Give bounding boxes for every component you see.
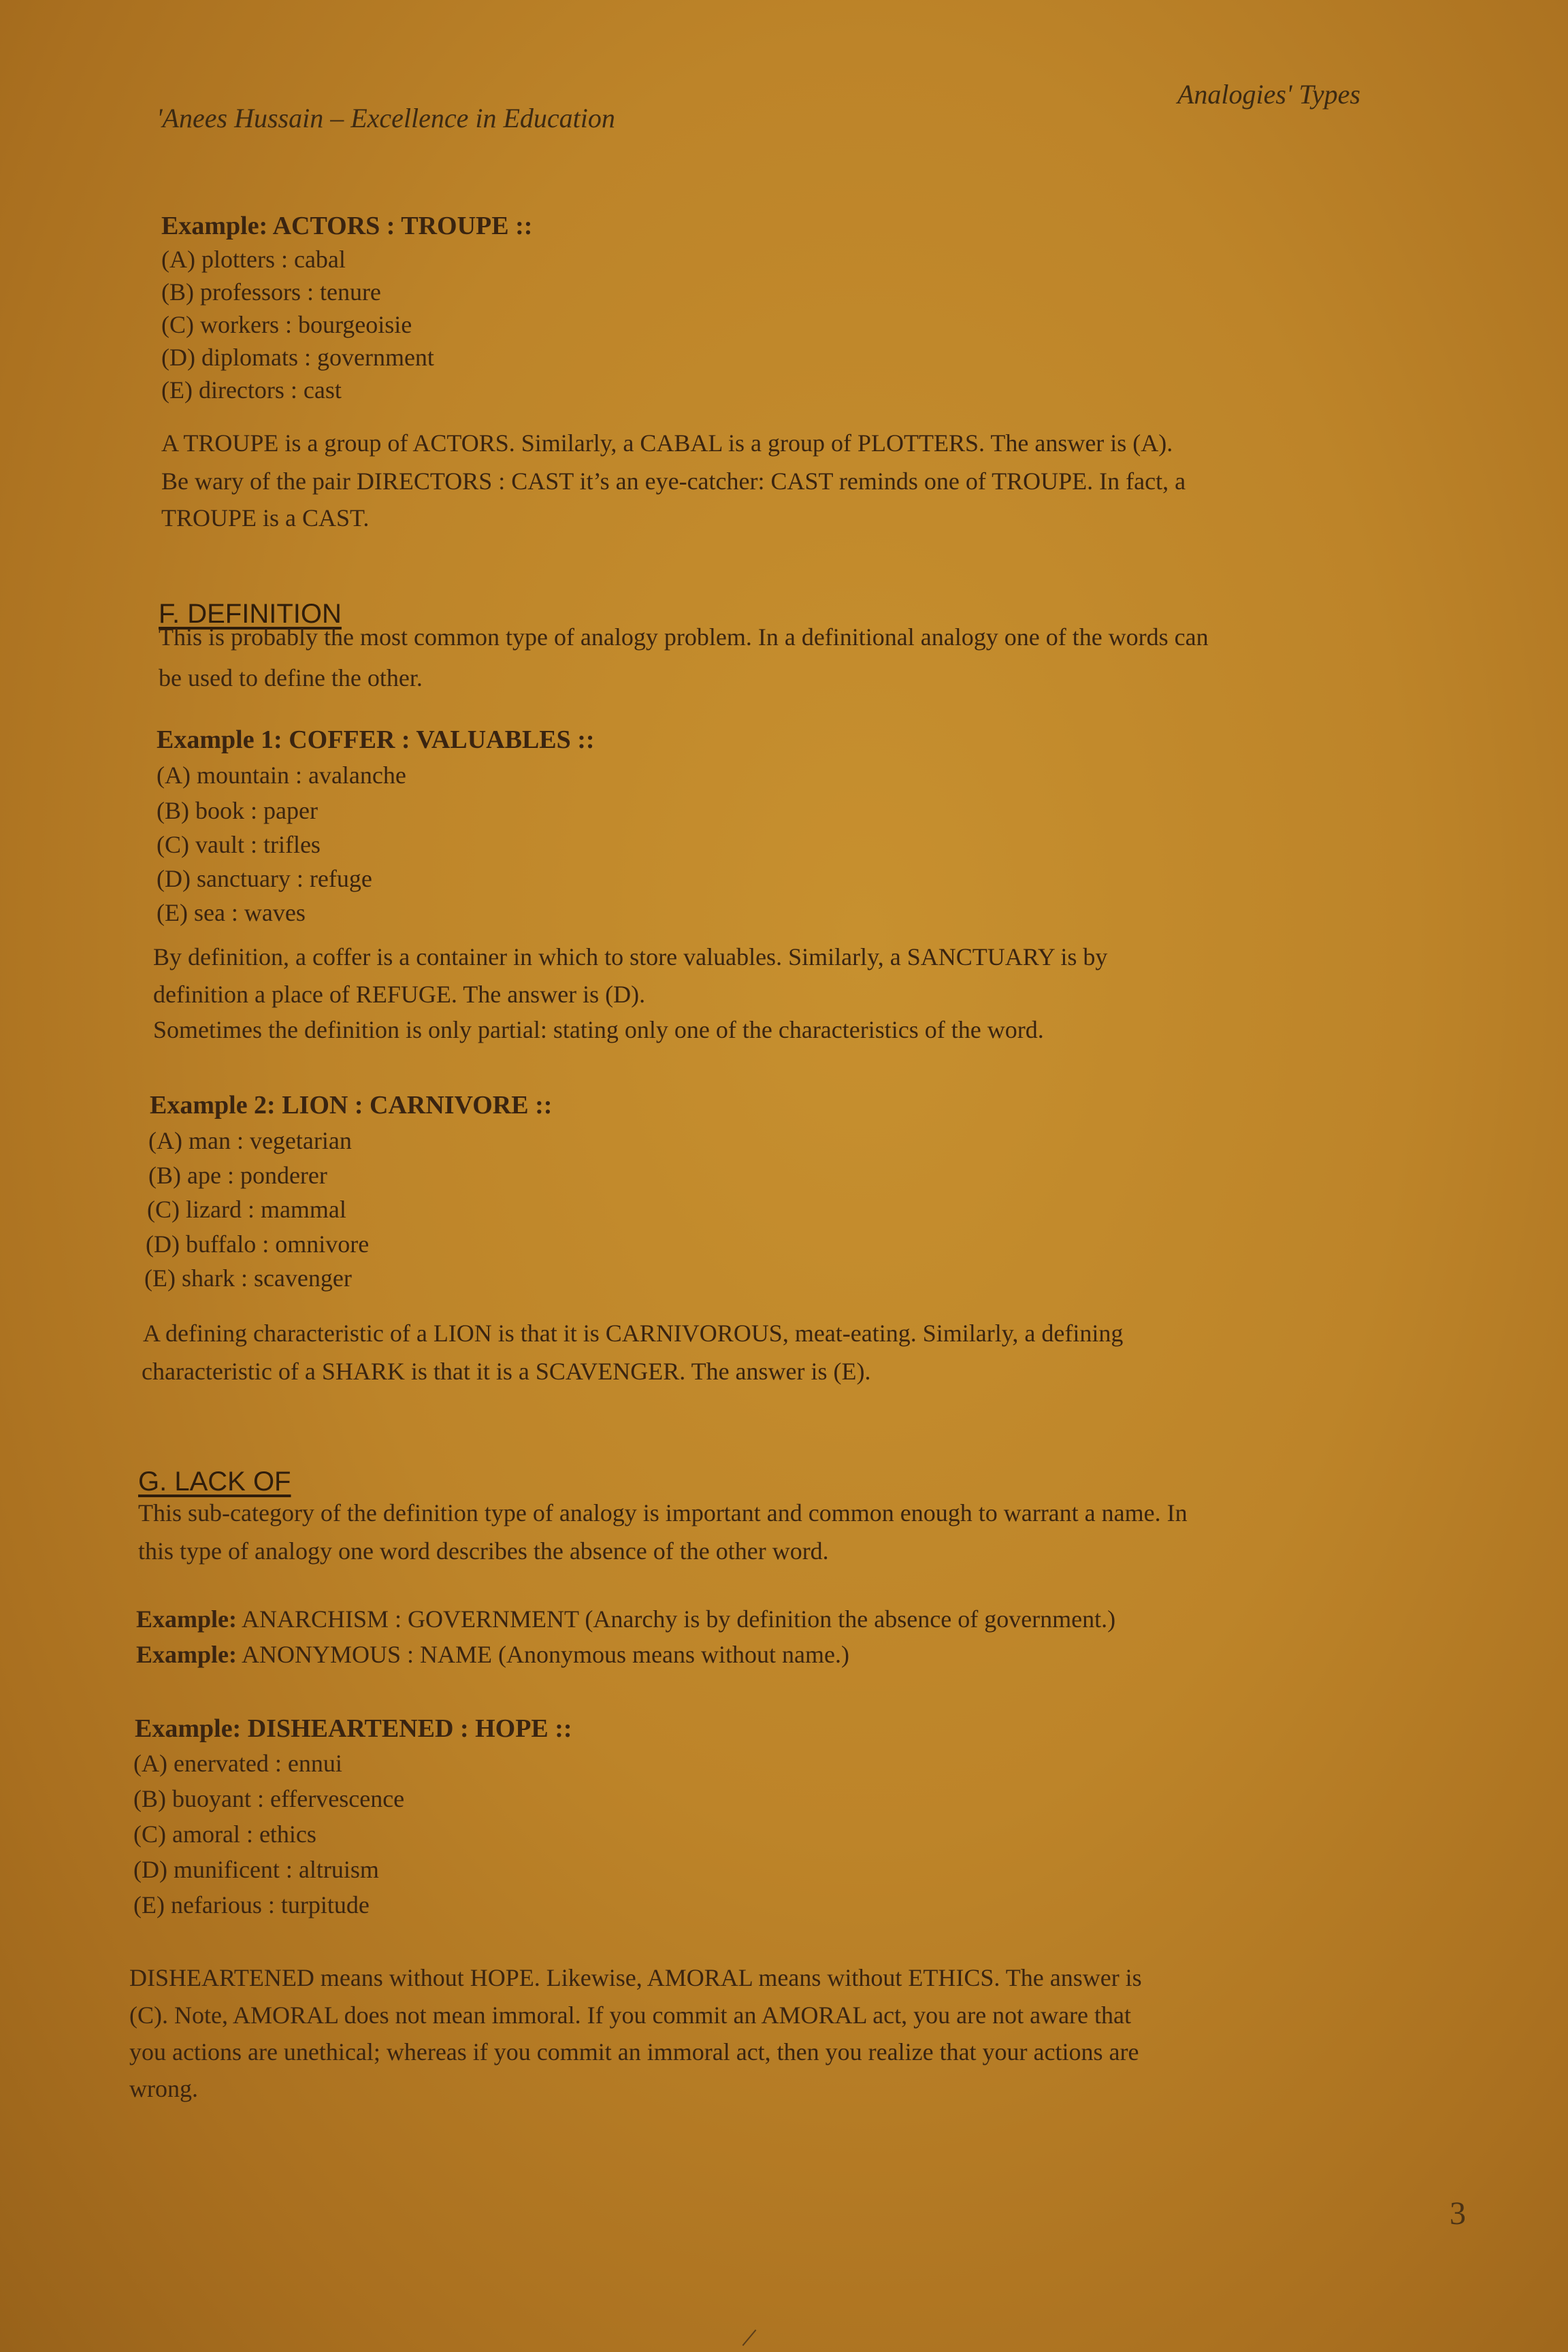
example-prompt: Example 1: COFFER : VALUABLES :: <box>157 725 595 754</box>
option: (A) man : vegetarian <box>148 1127 352 1154</box>
option: (D) munificent : altruism <box>133 1856 379 1883</box>
page-number: 3 <box>1450 2195 1466 2232</box>
example-label: Example: <box>136 1605 237 1633</box>
option: (B) professors : tenure <box>161 278 381 306</box>
header-left: 'Anees Hussain – Excellence in Education <box>157 103 615 133</box>
explanation-line: TROUPE is a CAST. <box>161 504 370 532</box>
explanation-line: Sometimes the definition is only partial: stating only one of the characteristics of the word. <box>153 1016 1044 1043</box>
option: (A) enervated : ennui <box>133 1750 342 1777</box>
option: (E) directors : cast <box>161 376 342 404</box>
option: (D) diplomats : government <box>161 344 434 371</box>
explanation-line: DISHEARTENED means without HOPE. Likewise, AMORAL means without ETHICS. The answer is <box>129 1964 1142 1991</box>
option: (C) lizard : mammal <box>147 1196 346 1223</box>
explanation-line: wrong. <box>129 2075 198 2102</box>
header-right: Analogies' Types <box>1177 79 1360 110</box>
option: (B) book : paper <box>157 797 318 824</box>
pen-mark <box>742 2330 757 2346</box>
intro-line: This sub-category of the definition type of analogy is important and common enough to warrant a name. In <box>138 1499 1188 1526</box>
option: (D) sanctuary : refuge <box>157 865 372 892</box>
example-line <box>136 1640 849 1669</box>
option: (A) plotters : cabal <box>161 246 346 273</box>
option: (C) workers : bourgeoisie <box>161 311 412 338</box>
option: (E) nefarious : turpitude <box>133 1891 370 1918</box>
option: (B) ape : ponderer <box>148 1162 327 1189</box>
explanation-line: (C). Note, AMORAL does not mean immoral. If you commit an AMORAL act, you are not aware that <box>129 2002 1132 2029</box>
option: (C) vault : trifles <box>157 831 321 858</box>
section-heading-lack-of: G. LACK OF <box>138 1467 291 1497</box>
section-heading-definition: F. DEFINITION <box>159 599 342 629</box>
option: (A) mountain : avalanche <box>157 762 406 789</box>
explanation-line: Be wary of the pair DIRECTORS : CAST it’s an eye-catcher: CAST reminds one of TROUPE. In fact, a <box>161 468 1186 495</box>
explanation-line: characteristic of a SHARK is that it is a SCAVENGER. The answer is (E). <box>142 1358 871 1385</box>
option: (E) sea : waves <box>157 899 306 926</box>
explanation-line: A TROUPE is a group of ACTORS. Similarly, a CABAL is a group of PLOTTERS. The answer is (A). <box>161 429 1173 457</box>
explanation-line: A defining characteristic of a LION is that it is CARNIVOROUS, meat-eating. Similarly, a defining <box>143 1320 1124 1347</box>
example-text: ANARCHISM : GOVERNMENT (Anarchy is by definition the absence of government.) <box>242 1605 1116 1633</box>
option: (D) buffalo : omnivore <box>146 1230 370 1258</box>
explanation-line: you actions are unethical; whereas if you commit an immoral act, then you realize that your actions are <box>129 2038 1139 2065</box>
explanation-line: By definition, a coffer is a container in which to store valuables. Similarly, a SANCTUARY is by <box>153 943 1108 970</box>
intro-line: be used to define the other. <box>159 664 423 691</box>
intro-line: This is probably the most common type of analogy problem. In a definitional analogy one of the words can <box>159 623 1209 651</box>
example-label: Example: <box>136 1641 237 1668</box>
example-line <box>136 1605 1115 1634</box>
example-prompt: Example: DISHEARTENED : HOPE :: <box>135 1714 572 1743</box>
explanation-line: definition a place of REFUGE. The answer is (D). <box>153 981 646 1008</box>
intro-line: this type of analogy one word describes the absence of the other word. <box>138 1537 829 1565</box>
example-prompt: Example: ACTORS : TROUPE :: <box>161 212 533 240</box>
option: (B) buoyant : effervescence <box>133 1785 405 1812</box>
example-prompt: Example 2: LION : CARNIVORE :: <box>150 1091 553 1120</box>
option: (E) shark : scavenger <box>144 1264 352 1292</box>
option: (C) amoral : ethics <box>133 1820 316 1848</box>
example-text: ANONYMOUS : NAME (Anonymous means without name.) <box>242 1641 849 1668</box>
